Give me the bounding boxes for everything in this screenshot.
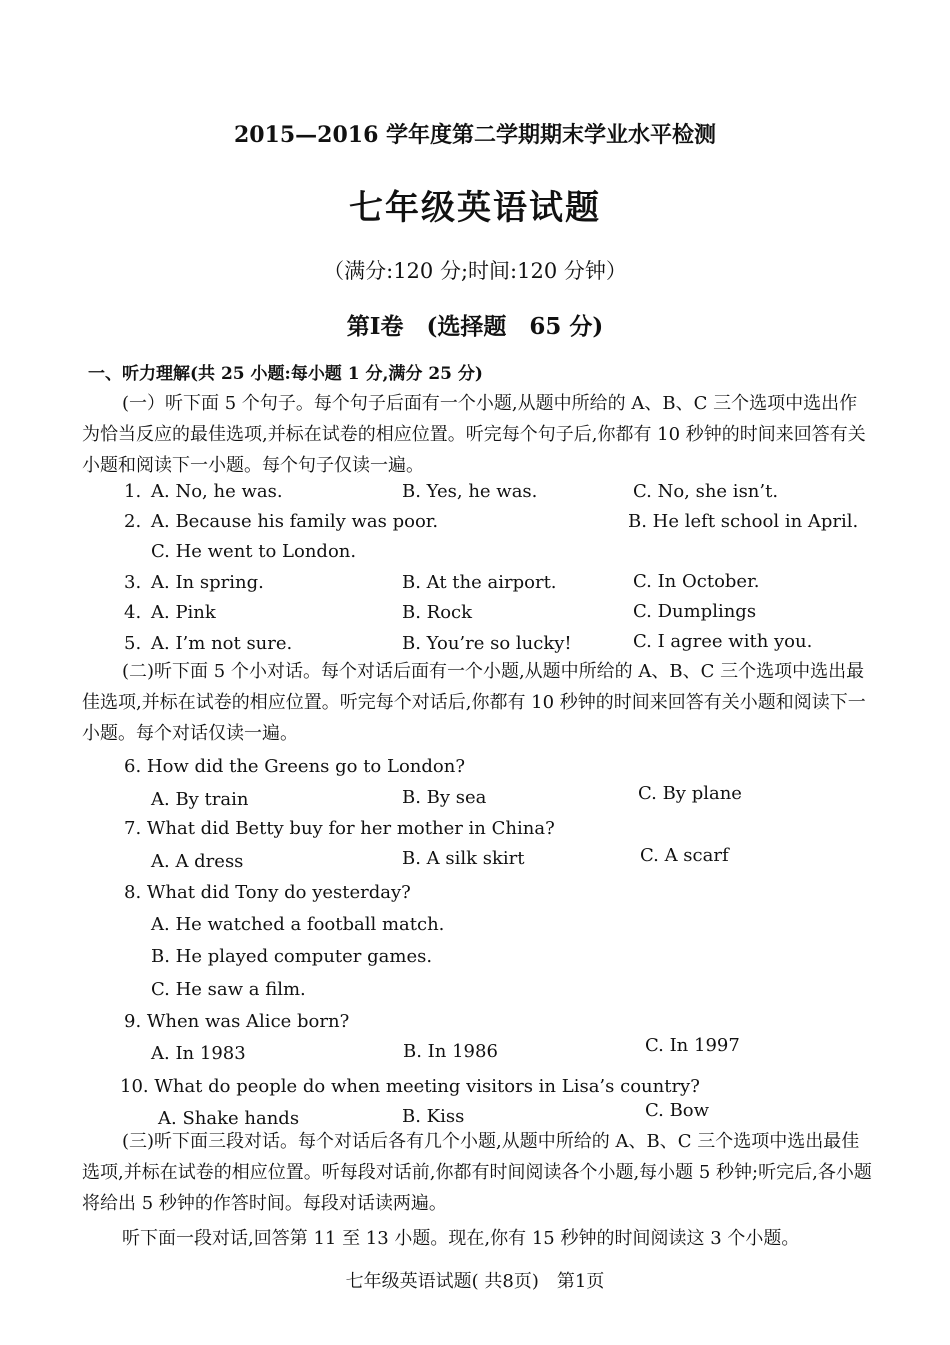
q10-option-b: B. Kiss bbox=[402, 1106, 465, 1127]
part3-note: 听下面一段对话,回答第 11 至 13 小题。现在,你有 15 秒钟的时间阅读这 3 个小题。 bbox=[122, 1228, 800, 1249]
q1-option-a: A. No, he was. bbox=[151, 481, 283, 502]
q4-option-a: A. Pink bbox=[151, 602, 216, 623]
q3-option-b: B. At the airport. bbox=[402, 572, 557, 593]
part2-instructions: (二)听下面 5 个小对话。每个对话后面有一个小题,从题中所给的 A、B、C 三个选项中选出最佳选项,并标在试卷的相应位置。听完每个对话后,你都有 10 秒钟的时间来回答有关小题和阅读下一小题。每个对话仅读一遍。 bbox=[82, 661, 866, 744]
q2-option-a: A. Because his family was poor. bbox=[151, 511, 439, 532]
q9-option-c: C. In 1997 bbox=[645, 1035, 740, 1056]
q5-option-c: C. I agree with you. bbox=[633, 631, 813, 652]
q3-option-a: A. In spring. bbox=[151, 572, 264, 593]
q7-option-c: C. A scarf bbox=[640, 845, 729, 866]
volume-heading: 第Ⅰ卷 (选择题 65 分) bbox=[346, 313, 604, 340]
q10-option-c: C. Bow bbox=[645, 1100, 710, 1121]
q9-stem: 9. When was Alice born? bbox=[124, 1011, 350, 1032]
q4-option-c: C. Dumplings bbox=[633, 601, 757, 622]
q2-number: 2. bbox=[124, 511, 142, 532]
q6-option-a: A. By train bbox=[151, 789, 249, 810]
q5-number: 5. bbox=[124, 633, 142, 654]
q2-option-b: B. He left school in April. bbox=[628, 511, 859, 532]
part1-instructions: (一）听下面 5 个句子。每个句子后面有一个小题,从题中所给的 A、B、C 三个选项中选出作为恰当反应的最佳选项,并标在试卷的相应位置。听完每个句子后,你都有 10 秒钟的时间来回答有关小题和阅读下一小题。每个句子仅读一遍。 bbox=[82, 393, 866, 476]
q7-option-b: B. A silk skirt bbox=[402, 848, 525, 869]
page-footer: 七年级英语试题( 共8页) 第1页 bbox=[345, 1271, 605, 1292]
q1-option-c: C. No, she isn’t. bbox=[633, 481, 779, 502]
score-time-info: （满分:120 分;时间:120 分钟） bbox=[323, 259, 627, 283]
section1-heading: 一、听力理解(共 25 小题:每小题 1 分,满分 25 分) bbox=[88, 364, 483, 384]
q1-number: 1. bbox=[124, 481, 142, 502]
part3-instructions: (三)听下面三段对话。每个对话后各有几个小题,从题中所给的 A、B、C 三个选项中选出最佳选项,并标在试卷的相应位置。听每段对话前,你都有时间阅读各个小题,每小题 5 秒钟;听完后,各小题将给出 5 秒钟的作答时间。每段对话读两遍。 bbox=[82, 1131, 872, 1214]
q1-option-b: B. Yes, he was. bbox=[402, 481, 538, 502]
q8-stem: 8. What did Tony do yesterday? bbox=[124, 882, 411, 903]
q4-option-b: B. Rock bbox=[402, 602, 473, 623]
q8-option-a: A. He watched a football match. bbox=[151, 914, 445, 935]
q6-stem: 6. How did the Greens go to London? bbox=[124, 756, 465, 777]
q9-option-b: B. In 1986 bbox=[403, 1041, 498, 1062]
q7-option-a: A. A dress bbox=[151, 851, 244, 872]
q7-stem: 7. What did Betty buy for her mother in China? bbox=[124, 818, 555, 839]
q5-option-b: B. You’re so lucky! bbox=[402, 633, 572, 654]
q6-option-b: B. By sea bbox=[402, 787, 487, 808]
q10-stem: 10. What do people do when meeting visitors in Lisa’s country? bbox=[120, 1076, 700, 1097]
q5-option-a: A. I’m not sure. bbox=[151, 633, 293, 654]
exam-subtitle: 2015—2016 学年度第二学期期末学业水平检测 bbox=[233, 122, 717, 148]
q3-number: 3. bbox=[124, 572, 142, 593]
q4-number: 4. bbox=[124, 602, 142, 623]
q2-option-c: C. He went to London. bbox=[151, 541, 357, 562]
q10-option-a: A. Shake hands bbox=[158, 1108, 300, 1129]
q8-option-b: B. He played computer games. bbox=[151, 946, 433, 967]
q8-option-c: C. He saw a film. bbox=[151, 979, 306, 1000]
q3-option-c: C. In October. bbox=[633, 571, 760, 592]
q9-option-a: A. In 1983 bbox=[151, 1043, 246, 1064]
exam-title: 七年级英语试题 bbox=[349, 188, 601, 228]
q6-option-c: C. By plane bbox=[638, 783, 742, 804]
